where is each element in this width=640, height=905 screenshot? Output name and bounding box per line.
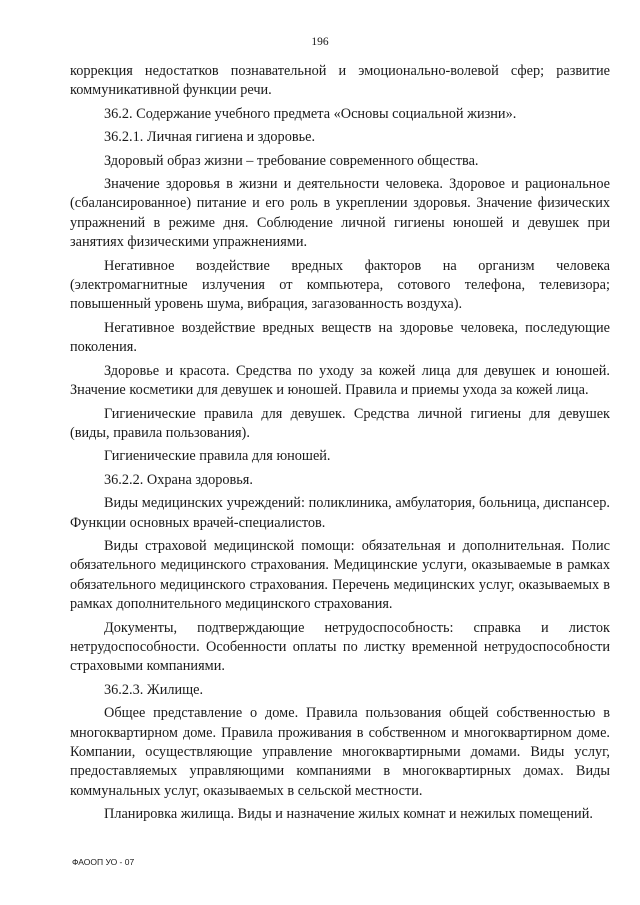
subsection-heading-36-2-1: 36.2.1. Личная гигиена и здоровье. [104, 129, 316, 146]
paragraph: Здоровье и красота. Средства по уходу за кожей лица для девушек и юношей. Значение косметики для девушек и юношей. Правила и приемы ухода за кожей лица. [70, 362, 610, 399]
paragraph: Гигиенические правила для юношей. [104, 448, 331, 465]
paragraph: Негативное воздействие вредных веществ на здоровье человека, последующие поколения. [70, 319, 610, 356]
paragraph: Негативное воздействие вредных факторов на организм человека (электромагнитные излучения от компьютера, сотового телефона, телевизора; повышенный уровень шума, вибрация, загазованность воздуха). [70, 257, 610, 313]
document-body [70, 62, 610, 829]
paragraph: Гигиенические правила для девушек. Средства личной гигиены для девушек (виды, правила пользования). [70, 405, 610, 441]
paragraph: Планировка жилища. Виды и назначение жилых комнат и нежилых помещений. [104, 806, 593, 823]
subsection-heading-36-2-3: 36.2.3. Жилище. [104, 681, 204, 698]
paragraph: Виды медицинских учреждений: поликлиника, амбулатория, больница, диспансер. Функции основных врачей-специалистов. [70, 495, 610, 531]
page-number: 196 [311, 36, 329, 48]
paragraph: Виды страховой медицинской помощи: обязательная и дополнительная. Полис обязательного медицинского страхования. Медицинские услуги, оказываемые в рамках обязательного медицинского страхования. Перечень медицинских услуг, оказываемых в рамках дополнительного медицинского страхования. [70, 537, 610, 613]
paragraph: Значение здоровья в жизни и деятельности человека. Здоровое и рациональное (сбалансированное) питание и его роль в укреплении здоровья. Значение физических упражнений в режиме дня. Соблюдение личной гигиены юношей и девушек при занятиях физическими упражнениями. [70, 176, 610, 251]
paragraph: Общее представление о доме. Правила пользования общей собственностью в многоквартирном доме. Правила проживания в собственном и многоквартирном доме. Компании, осуществляющие управление многоквартирными домами. Виды услуг, предоставляемых управляющими компаниями в многоквартирных домах. Виды коммунальных услуг, оказываемых в сельской местности. [70, 705, 610, 799]
footer-document-code: ФАООП УО - 07 [72, 857, 135, 867]
paragraph: Документы, подтверждающие нетрудоспособность: справка и листок нетрудоспособности. Особенности оплаты по листку временной нетрудоспособности страховыми компаниями. [70, 619, 610, 675]
section-heading-36-2: 36.2. Содержание учебного предмета «Основы социальной жизни». [104, 105, 517, 122]
paragraph: Здоровый образ жизни – требование современного общества. [104, 152, 479, 169]
subsection-heading-36-2-2: 36.2.2. Охрана здоровья. [104, 471, 253, 488]
paragraph-continuation: коррекция недостатков познавательной и эмоционально-волевой сфер; развитие коммуникативной функции речи. [70, 63, 610, 99]
